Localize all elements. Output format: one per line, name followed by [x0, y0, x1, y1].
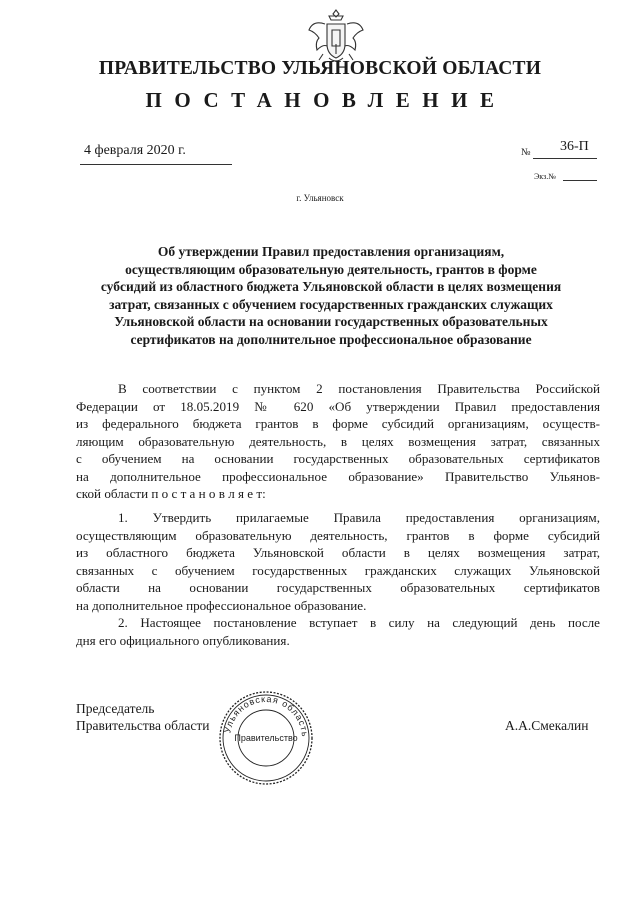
- copy-number-underline: [563, 180, 597, 181]
- preamble-paragraph: [76, 380, 600, 503]
- document-number: 36-П: [560, 139, 589, 154]
- official-seal: [218, 690, 314, 786]
- preamble-line: ской области п о с т а н о в л я е т:: [76, 486, 266, 501]
- number-label: №: [521, 147, 531, 158]
- document-type-title: ПОСТАНОВЛЕНИЕ: [145, 88, 507, 112]
- item-1-line: 1. Утвердить прилагаемые Правила предоставления организациям,: [118, 510, 600, 525]
- svg-text:Ульяновская область: [222, 694, 310, 738]
- organization-title: ПРАВИТЕЛЬСТВО УЛЬЯНОВСКОЙ ОБЛАСТИ: [98, 58, 542, 79]
- subject-line: осуществляющим образовательную деятельность, грантов в форме: [125, 261, 537, 277]
- city-label: г. Ульяновск: [296, 193, 344, 203]
- seal-inner-text: Правительство: [234, 733, 298, 743]
- item-2-line: 2. Настоящее постановление вступает в силу на следующий день после: [118, 615, 600, 630]
- number-underline: [533, 158, 597, 159]
- item-1-line: из областного бюджета Ульяновской области в целях возмещения затрат,: [76, 545, 600, 560]
- subject-line: сертификатов на дополнительное профессиональное образование: [130, 331, 532, 347]
- item-2-line: дня его официального опубликования.: [76, 632, 290, 648]
- date-underline: [80, 164, 232, 165]
- item-1-line: осуществляющим образовательную деятельность, грантов в форме субсидий: [76, 527, 600, 543]
- preamble-line: Федерации от 18.05.2019 № 620 «Об утверждении Правил предоставления: [76, 398, 600, 414]
- signer-title-line-1: Председатель: [76, 701, 155, 716]
- preamble-line: ляющим образовательную деятельность, в целях возмещения затрат, связанных: [76, 433, 600, 449]
- document-date: 4 февраля 2020 г.: [84, 143, 186, 158]
- seal-ring-text: Ульяновская область: [222, 693, 311, 738]
- subject-line: затрат, связанных с обучением государственных гражданских служащих: [109, 296, 553, 312]
- item-1-paragraph: [76, 509, 600, 614]
- item-1-line: связанных с обучением государственных гражданских служащих Ульяновской: [76, 562, 600, 578]
- subject-line: Ульяновской области на основании государственных образовательных: [114, 314, 548, 329]
- copy-number-label: Экз.№: [534, 172, 556, 181]
- item-2-paragraph: [76, 614, 600, 649]
- preamble-line: В соответствии с пунктом 2 постановления Правительства Российской: [118, 381, 600, 396]
- preamble-line: на дополнительное профессиональное образование» Правительство Ульянов-: [76, 468, 600, 484]
- item-1-line: на дополнительное профессиональное образование.: [76, 597, 367, 613]
- item-1-line: области на основании государственных образовательных сертификатов: [76, 580, 600, 595]
- subject-line: Об утверждении Правил предоставления организациям,: [157, 244, 505, 259]
- signer-title-line-2: Правительства области: [76, 718, 210, 733]
- preamble-line: из федерального бюджета грантов в форме субсидий организациям, осуществ-: [76, 416, 600, 431]
- preamble-line: с обучением на основании государственных образовательных сертификатов: [76, 451, 600, 466]
- coat-of-arms-icon: [305, 6, 367, 66]
- document-subject: [60, 243, 602, 348]
- subject-line: субсидий из областного бюджета Ульяновской области в целях возмещения: [100, 279, 562, 294]
- signer-name: А.А.Смекалин: [505, 718, 589, 733]
